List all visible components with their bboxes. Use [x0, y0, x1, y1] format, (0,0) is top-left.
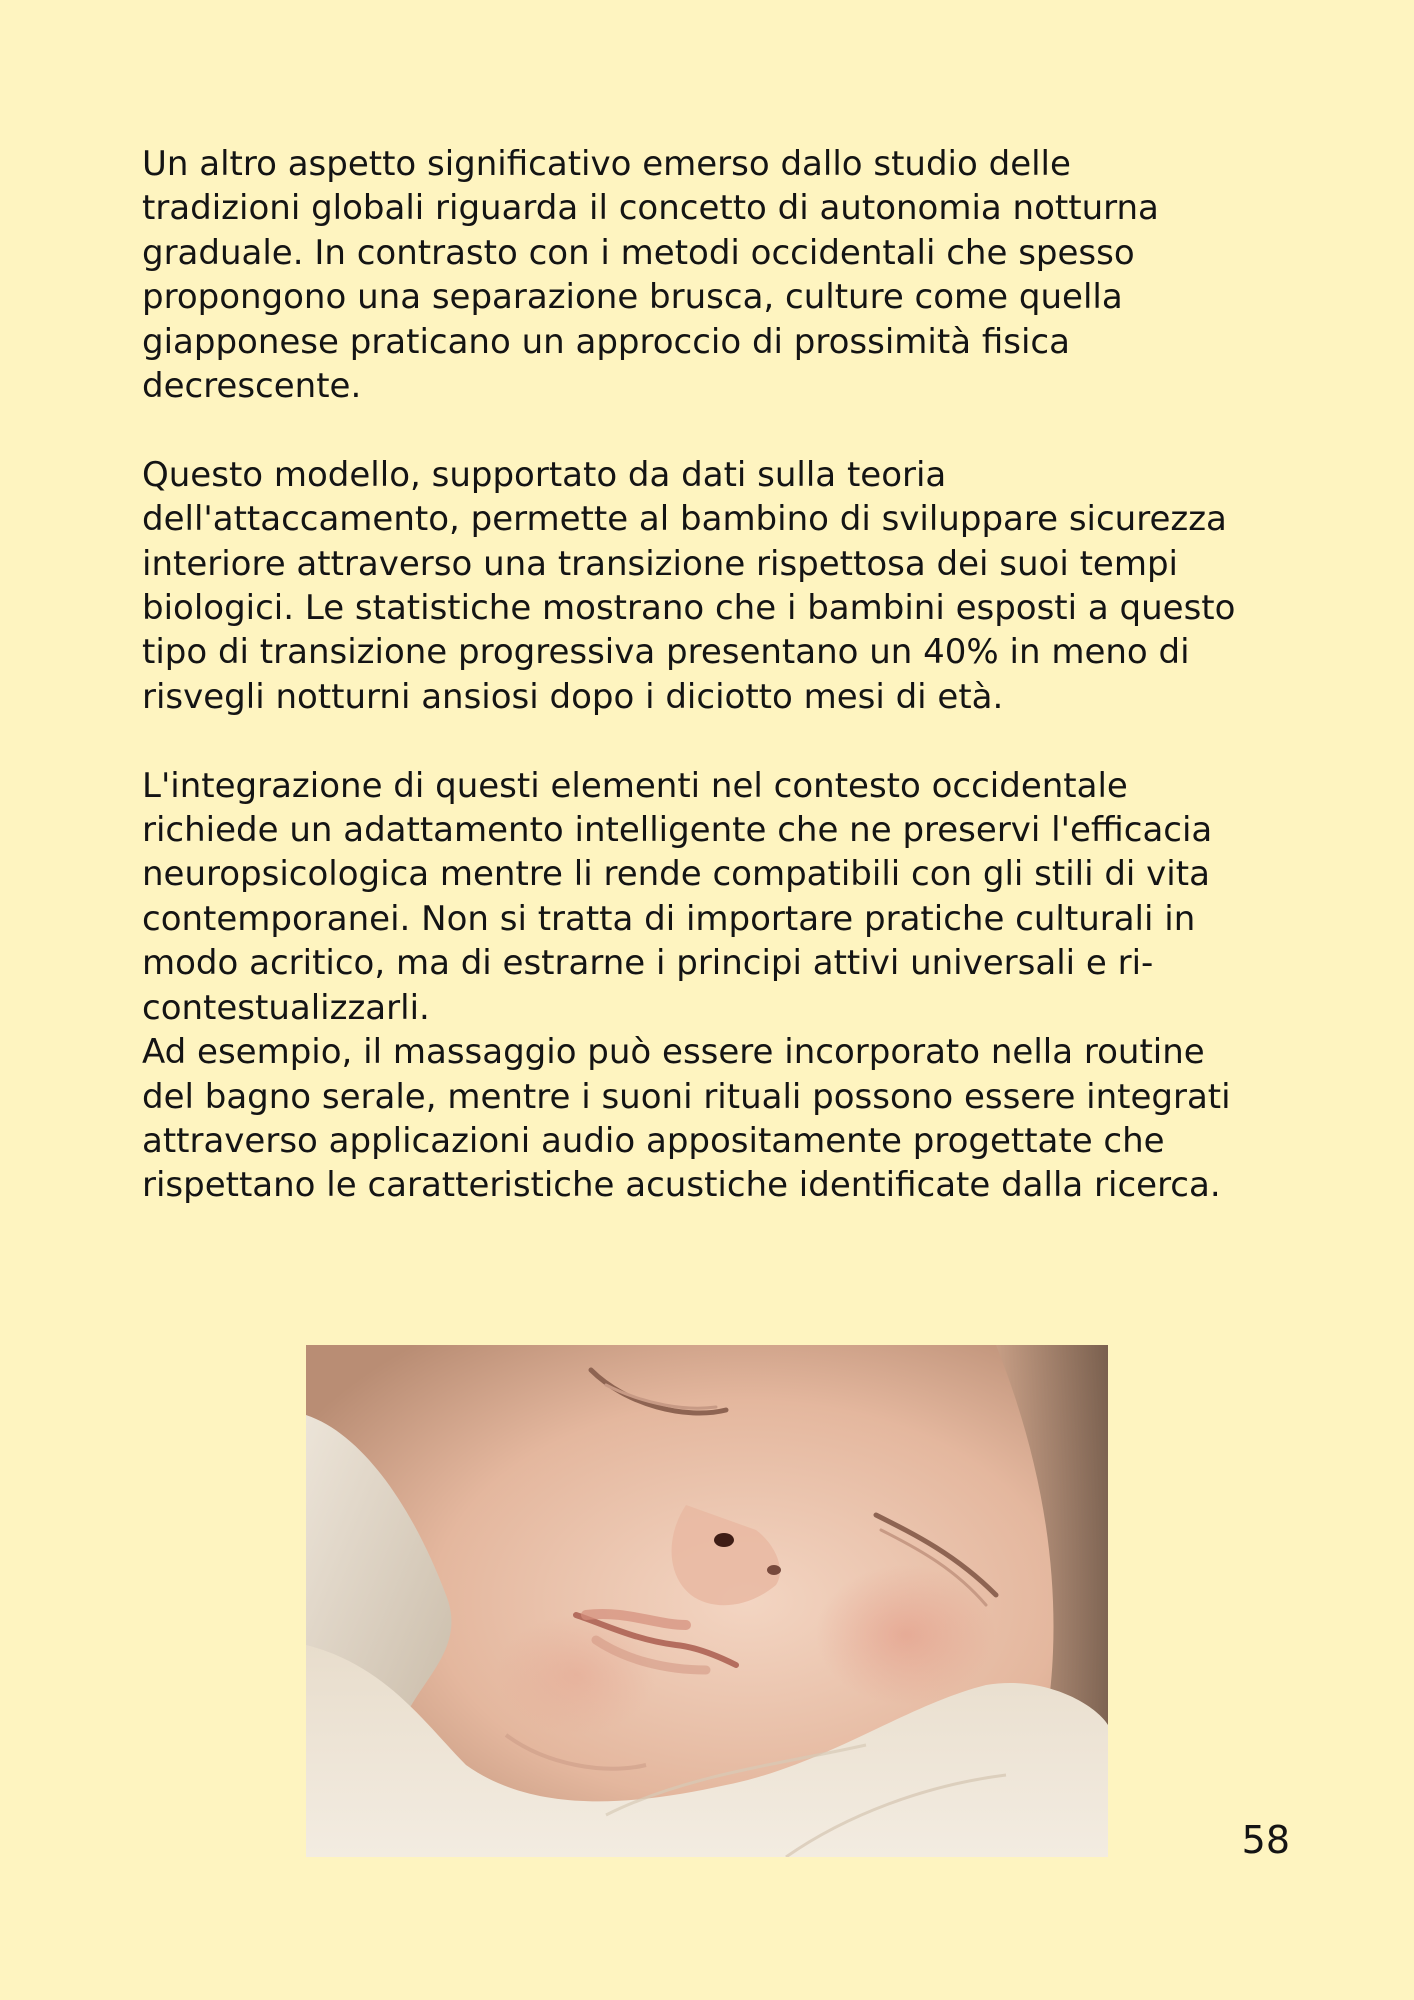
baby-illustration	[306, 1345, 1108, 1857]
sleeping-baby-photo	[306, 1345, 1108, 1857]
paragraph-esempio: Ad esempio, il massaggio può essere incorporato nella routine del bagno serale, mentre i suoni rituali possono essere integrati attraverso applicazioni audio appositamente progettate che rispettano le caratteristiche acustiche identificate dalla ricerca.	[142, 1032, 1231, 1206]
page-number: 58	[1241, 1818, 1290, 1862]
body-text	[142, 142, 1292, 1208]
paragraph-autonomia: Un altro aspetto significativo emerso dallo studio delle tradizioni globali riguarda il concetto di autonomia notturna graduale. In contrasto con i metodi occidentali che spesso propongono una separazione brusca, culture come quella giapponese praticano un approccio di prossimità fisica decrescente.	[142, 144, 1159, 407]
paragraph-modello: Questo modello, supportato da dati sulla teoria dell'attaccamento, permette al bambino di sviluppare sicurezza interiore attraverso una transizione rispettosa dei suoi tempi biologici. Le statistiche mostrano che i bambini esposti a questo tipo di transizione progressiva presentano un 40% in meno di risvegli notturni ansiosi dopo i diciotto mesi di età.	[142, 454, 1236, 717]
paragraph-integrazione: L'integrazione di questi elementi nel contesto occidentale richiede un adattamento intelligente che ne preservi l'efficacia neuropsicologica mentre li rende compatibili con gli stili di vita contemporanei. Non si tratta di importare pratiche culturali in modo acritico, ma di estrarne i principi attivi universali e ri- contestualizzarli.	[142, 765, 1213, 1028]
